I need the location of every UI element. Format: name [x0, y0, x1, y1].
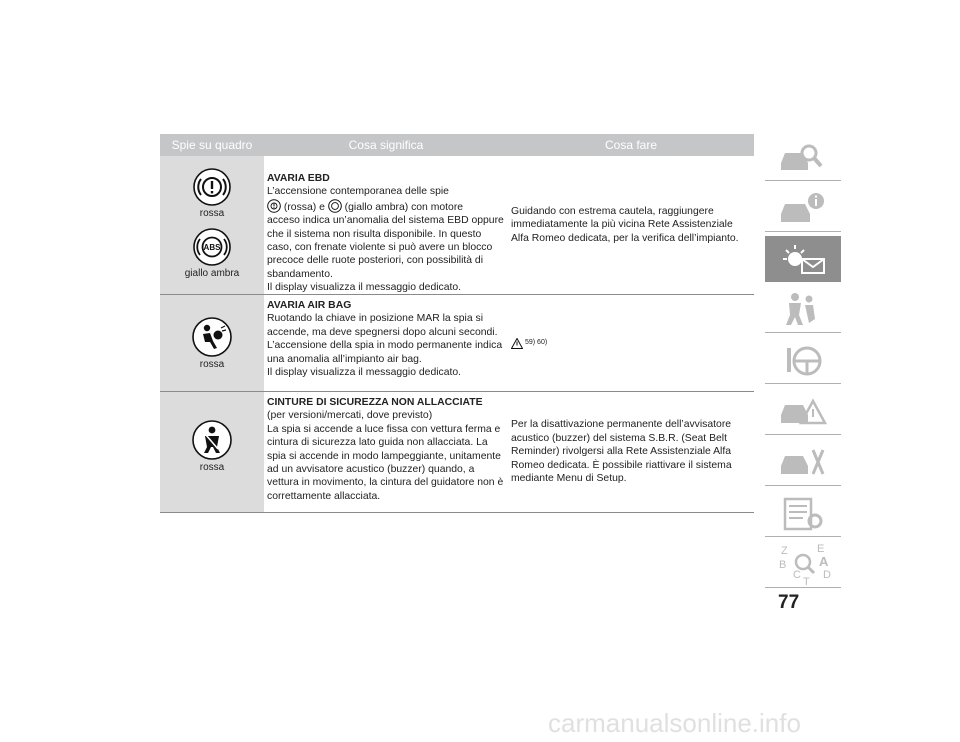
- warning-triangle-icon: [511, 338, 523, 349]
- icon-cell: [160, 156, 264, 294]
- safety-icon: [773, 289, 833, 329]
- index-letter: C: [793, 569, 801, 581]
- car-warning-icon: [773, 391, 833, 431]
- specs-icon: [773, 493, 833, 533]
- index-letter: T: [803, 576, 810, 586]
- brake-warning-icon: [193, 168, 231, 206]
- tab-car-search[interactable]: [765, 134, 841, 181]
- fault-title: AVARIA AIR BAG: [267, 300, 352, 311]
- meaning-text: La spia si accende a luce fissa con vettura ferma e cintura di sicurezza lato guida non allacciata. La spia si accende in modo lampeggiante, unitamente ad un avvisatore acustico (buzzer) quando, a vettura in movimento, la cintura del guidatore non è correttamente allacciata.: [267, 423, 504, 502]
- chapter-tabs: [765, 134, 841, 592]
- meaning-text: Ruotando la chiave in posizione MAR la spia si accende, ma deve spegnersi dopo alcuni secondi.: [267, 313, 498, 338]
- index-icon: [773, 542, 833, 586]
- tab-car-warning[interactable]: [765, 388, 841, 435]
- header-col-lights: Spie su quadro: [171, 138, 253, 152]
- tab-index[interactable]: [765, 541, 841, 588]
- tab-car-info[interactable]: [765, 185, 841, 232]
- display-note: Il display visualizza il messaggio dedicato.: [267, 282, 462, 294]
- meaning-text: L’accensione contemporanea delle spie: [267, 186, 449, 198]
- header-col-action: Cosa fare: [604, 138, 658, 152]
- table-row: [160, 392, 754, 513]
- action-text: Guidando con estrema cautela, raggiungere immediatamente la più vicina Rete Assistenziale Alfa Romeo dedicata, per la verifica dell’impianto.: [511, 205, 739, 244]
- meaning-cell: [264, 392, 508, 512]
- warning-ref-numbers: 59) 60): [525, 339, 548, 347]
- meaning-text: acceso indica un’anomalia del sistema EBD oppure che il sistema non risulta disponibile. In questo caso, con frenate violente si può avere un blocco precoce delle ruote posteriori, con possibilità di sbandamento.: [267, 215, 504, 280]
- icon-color-label: rossa: [199, 359, 225, 370]
- header-col-meaning: Cosa significa: [348, 138, 424, 152]
- tab-warning-lights[interactable]: [765, 236, 841, 282]
- index-letter: Z: [781, 545, 788, 557]
- icon-color-label: rossa: [199, 208, 225, 219]
- table-header: [160, 134, 754, 156]
- meaning-cell: [264, 295, 508, 391]
- table-row: [160, 295, 754, 392]
- index-letter: B: [779, 559, 787, 571]
- icon-color-label: rossa: [199, 462, 225, 473]
- car-search-icon: [773, 137, 833, 177]
- meaning-cell: [264, 156, 508, 294]
- action-text: Per la disattivazione permanente dell’avvisatore acustico (buzzer) del sistema S.B.R. (Seat Belt Reminder) rivolgersi alla Rete Assistenziale Alfa Romeo dedicata. È possibile riattivare il sistema mediante Menu di Setup.: [511, 419, 732, 485]
- meaning-text: (per versioni/mercati, dove previsto): [267, 410, 433, 422]
- index-letter: A: [819, 554, 829, 569]
- car-info-icon: [773, 188, 833, 228]
- warning-lights-table: [160, 134, 754, 513]
- meaning-text-inline: [267, 199, 505, 214]
- warning-lights-icon: [773, 239, 833, 279]
- icon-cell: [160, 295, 264, 391]
- action-cell: [508, 156, 754, 294]
- index-letter: D: [823, 569, 831, 581]
- brake-warning-icon: [267, 199, 281, 213]
- icon-cell: [160, 392, 264, 512]
- airbag-icon: [192, 317, 232, 357]
- fault-title: CINTURE DI SICUREZZA NON ALLACCIATE: [267, 397, 483, 408]
- table-row: [160, 156, 754, 295]
- warning-reference: [511, 336, 547, 349]
- abs-icon: [328, 199, 342, 213]
- tab-specs[interactable]: [765, 490, 841, 537]
- car-service-icon: [773, 442, 833, 482]
- meaning-text: (rossa) e: [283, 201, 325, 213]
- action-cell: [508, 392, 754, 512]
- seatbelt-icon: [192, 420, 232, 460]
- meaning-text: (giallo ambra) con motore: [344, 201, 464, 213]
- fault-title: AVARIA EBD: [267, 173, 330, 184]
- page-number: 77: [778, 592, 800, 613]
- tab-steering[interactable]: [765, 337, 841, 384]
- watermark: carmanualsonline.info: [548, 708, 801, 738]
- tab-safety[interactable]: [765, 286, 841, 333]
- tab-car-service[interactable]: [765, 439, 841, 486]
- icon-color-label: giallo ambra: [184, 268, 240, 279]
- meaning-text: L’accensione della spia in modo permanente indica una anomalia all’impianto air bag.: [267, 340, 503, 365]
- display-note: Il display visualizza il messaggio dedicato.: [267, 367, 462, 379]
- steering-icon: [773, 340, 833, 380]
- action-cell: [508, 295, 754, 391]
- abs-icon: [193, 228, 231, 266]
- abs-icon-text: ABS: [203, 243, 221, 252]
- index-letter: E: [817, 543, 825, 555]
